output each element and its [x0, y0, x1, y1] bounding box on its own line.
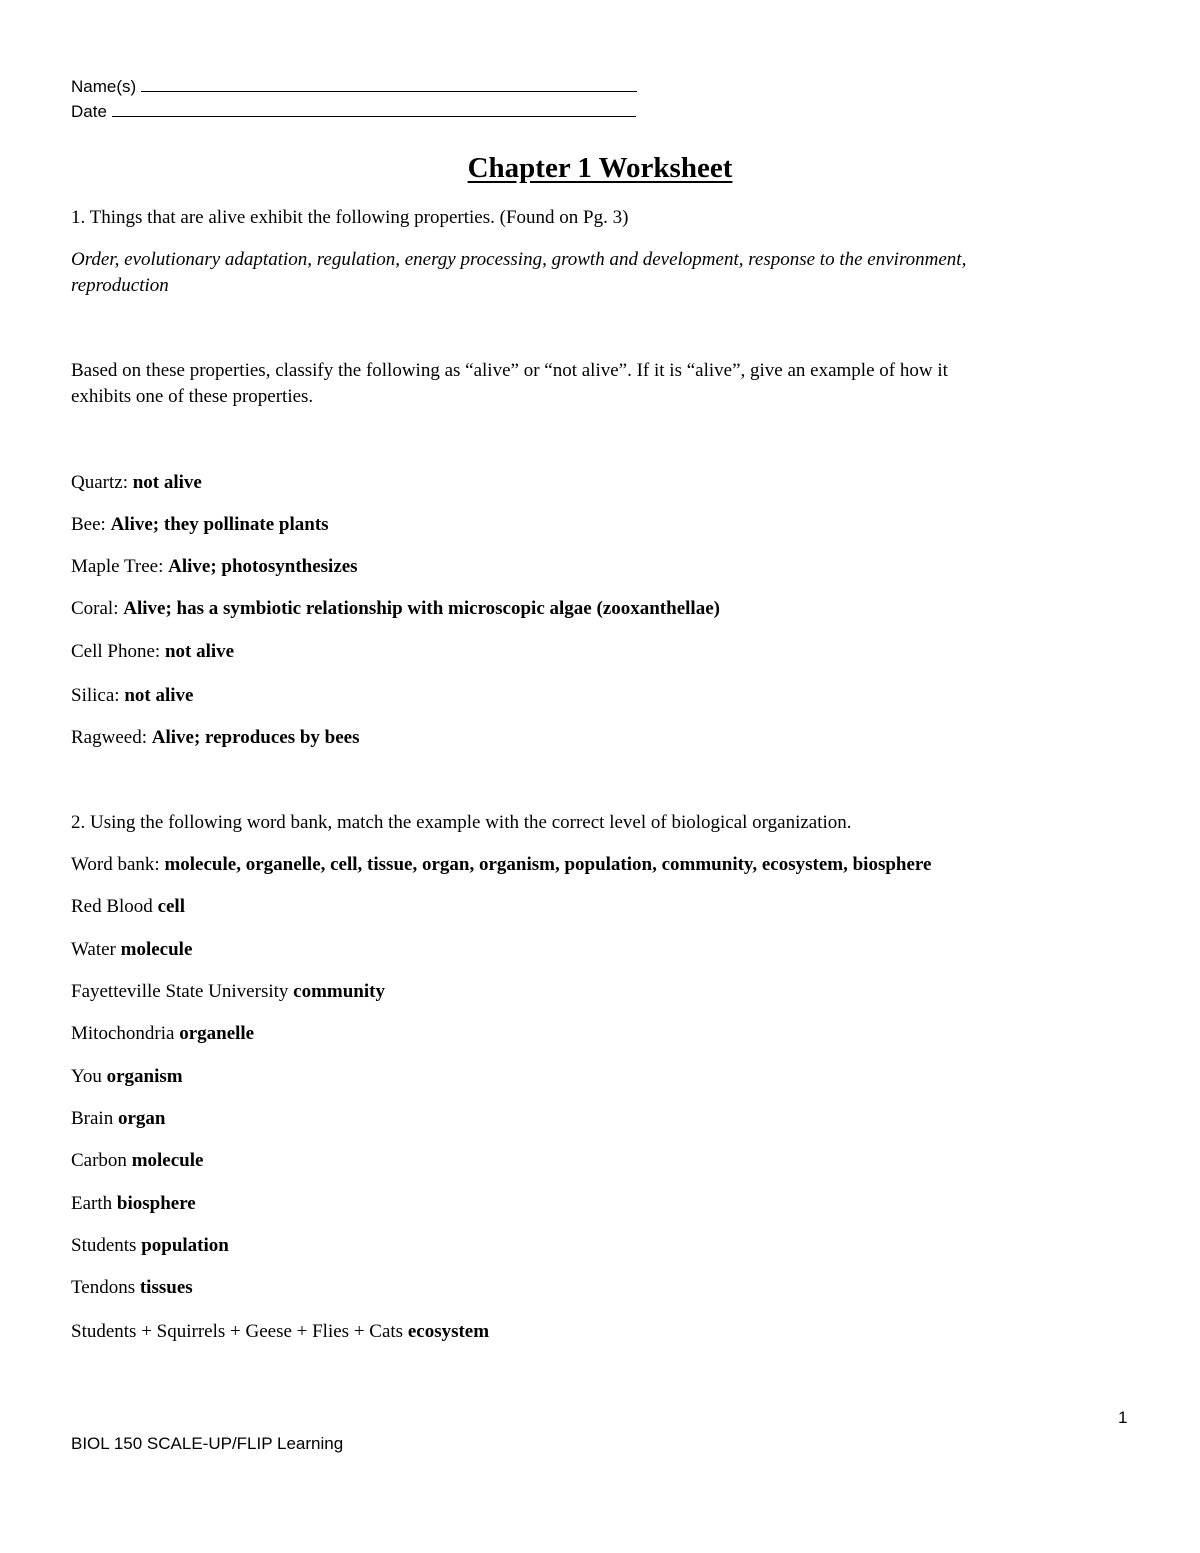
- q2-item-answer: molecule: [131, 1150, 204, 1171]
- q2-item: [71, 1191, 196, 1217]
- q1-item-label: Quartz:: [71, 472, 128, 493]
- q1-item-answer: Alive; they pollinate plants: [110, 514, 329, 535]
- word-bank: [71, 852, 931, 878]
- q2-item-answer: organelle: [179, 1023, 255, 1044]
- q2-item-label: Students + Squirrels + Geese + Flies + Cats: [71, 1321, 404, 1342]
- q1-item: [71, 596, 720, 622]
- q1-item-label: Bee:: [71, 514, 106, 535]
- q2-item-answer: ecosystem: [407, 1321, 490, 1342]
- q1-item-label: Coral:: [71, 598, 119, 619]
- q2-item-label: Carbon: [71, 1150, 127, 1171]
- q2-item: [71, 937, 192, 963]
- q1-item-answer: Alive; photosynthesizes: [168, 556, 358, 577]
- q2-item-answer: community: [293, 981, 385, 1002]
- q2-item-label: Students: [71, 1235, 137, 1256]
- q2-item: [71, 1148, 203, 1174]
- q1-item: [71, 683, 193, 709]
- q2-item: [71, 1275, 193, 1301]
- q1-item-label: Silica:: [71, 685, 120, 706]
- name-label: Name(s): [71, 77, 137, 96]
- q2-item: [71, 979, 385, 1005]
- instruction-line-2: exhibits one of these properties.: [71, 386, 314, 407]
- q2-item-answer: population: [141, 1235, 229, 1256]
- q2-item-label: Red Blood: [71, 896, 153, 917]
- date-blank[interactable]: [112, 100, 636, 117]
- q2-item-answer: cell: [157, 896, 185, 917]
- instruction-line-1: Based on these properties, classify the following as “alive” or “not alive”. If it is “alive”, give an example of how it: [71, 360, 948, 381]
- q2-item-label: Mitochondria: [71, 1023, 175, 1044]
- q2-item: [71, 894, 185, 920]
- q1-item-label: Ragweed:: [71, 727, 147, 748]
- q2-item-answer: tissues: [139, 1277, 193, 1298]
- question-2-prompt: 2. Using the following word bank, match the example with the correct level of biological organization.: [71, 812, 852, 833]
- properties-list-line-2: reproduction: [71, 275, 169, 296]
- date-label: Date: [71, 102, 107, 121]
- q1-item-label: Cell Phone:: [71, 641, 161, 662]
- q1-item: [71, 512, 329, 538]
- date-field-row: [71, 100, 636, 122]
- q1-item: [71, 725, 360, 751]
- q2-item-label: You: [71, 1066, 102, 1087]
- q1-item-answer: not alive: [164, 641, 235, 662]
- q2-item: [71, 1319, 489, 1345]
- q2-item-answer: organ: [117, 1108, 166, 1129]
- q1-item-answer: Alive; has a symbiotic relationship with microscopic algae (zooxanthellae): [123, 598, 720, 619]
- q2-item-answer: organism: [106, 1066, 183, 1087]
- q2-item: [71, 1064, 183, 1090]
- name-blank[interactable]: [141, 75, 637, 92]
- q2-item-label: Fayetteville State University: [71, 981, 289, 1002]
- q2-item: [71, 1106, 165, 1132]
- properties-list-line-1: Order, evolutionary adaptation, regulation, energy processing, growth and development, response to the environment,: [71, 249, 967, 270]
- footer-course-label: BIOL 150 SCALE-UP/FLIP Learning: [71, 1434, 344, 1453]
- q1-item: [71, 639, 234, 665]
- word-bank-label: Word bank:: [71, 854, 160, 875]
- q1-item-answer: not alive: [124, 685, 194, 706]
- question-1-prompt: 1. Things that are alive exhibit the following properties. (Found on Pg. 3): [71, 207, 629, 228]
- q1-item-answer: not alive: [132, 472, 202, 493]
- page-number: 1: [1118, 1408, 1128, 1427]
- q2-item-label: Water: [71, 939, 116, 960]
- name-field-row: [71, 75, 637, 97]
- q2-item-label: Brain: [71, 1108, 114, 1129]
- q2-item-answer: molecule: [120, 939, 193, 960]
- q1-item: [71, 554, 358, 580]
- q2-item: [71, 1021, 254, 1047]
- q1-item-label: Maple Tree:: [71, 556, 164, 577]
- q1-item: [71, 470, 202, 496]
- q2-item-answer: biosphere: [116, 1193, 196, 1214]
- word-bank-terms: molecule, organelle, cell, tissue, organ, organism, population, community, ecosystem, biosphere: [164, 854, 932, 875]
- q2-item-label: Tendons: [71, 1277, 136, 1298]
- q2-item: [71, 1233, 229, 1259]
- q2-item-label: Earth: [71, 1193, 113, 1214]
- page-title: Chapter 1 Worksheet: [467, 152, 733, 184]
- q1-item-answer: Alive; reproduces by bees: [151, 727, 360, 748]
